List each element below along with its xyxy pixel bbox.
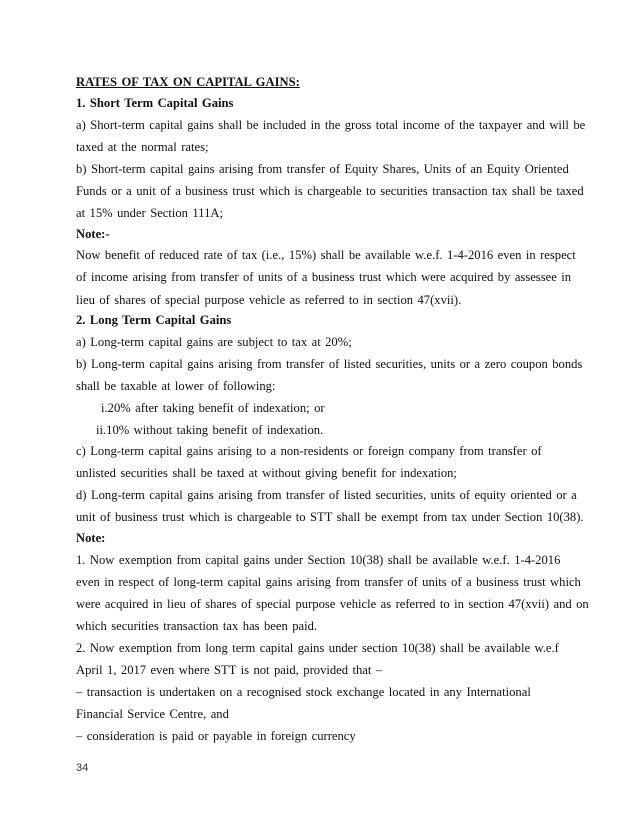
note-title: Note: [76, 531, 106, 545]
paragraph-line: were acquired in lieu of shares of special purpose vehicle as referred to in section 47(xvii) and on [76, 597, 589, 611]
paragraph-line: shall be taxable at lower of following: [76, 379, 276, 393]
paragraph-line: unit of business trust which is chargeable to STT shall be exempt from tax under Section 10(38). [76, 510, 584, 524]
paragraph-line: of income arising from transfer of units of a business trust which were acquired by assessee in [76, 270, 572, 284]
paragraph-line: d) Long-term capital gains arising from transfer of listed securities, units of equity oriented or a [76, 488, 577, 502]
document-heading: RATES OF TAX ON CAPITAL GAINS: [76, 75, 300, 89]
paragraph-line: Now benefit of reduced rate of tax (i.e., 15%) shall be available w.e.f. 1-4-2016 even in respect [76, 248, 576, 262]
paragraph-line: lieu of shares of special purpose vehicle as referred to in section 47(xvii). [76, 293, 462, 307]
list-item: ii.10% without taking benefit of indexation. [96, 423, 324, 437]
paragraph-line: 2. Now exemption from long term capital gains under section 10(38) shall be available w.e.f [76, 641, 559, 655]
paragraph-line: unlisted securities shall be taxed at without giving benefit for indexation; [76, 466, 457, 480]
paragraph-line: – consideration is paid or payable in foreign currency [76, 729, 356, 743]
paragraph-line: c) Long-term capital gains arising to a non-residents or foreign company from transfer of [76, 444, 542, 458]
page-number: 34 [76, 762, 89, 774]
paragraph-line: b) Short-term capital gains arising from transfer of Equity Shares, Units of an Equity Oriented [76, 162, 569, 176]
paragraph-line: Funds or a unit of a business trust which is chargeable to securities transaction tax shall be taxed [76, 184, 584, 198]
paragraph-line: taxed at the normal rates; [76, 140, 209, 154]
paragraph-line: a) Long-term capital gains are subject to tax at 20%; [76, 335, 352, 349]
paragraph-line: b) Long-term capital gains arising from transfer of listed securities, units or a zero coupon bonds [76, 357, 583, 371]
paragraph-line: April 1, 2017 even where STT is not paid, provided that – [76, 663, 383, 677]
paragraph-line: – transaction is undertaken on a recognised stock exchange located in any International [76, 685, 531, 699]
section-title-long-term: 2. Long Term Capital Gains [76, 313, 232, 327]
section-title-short-term: 1. Short Term Capital Gains [76, 96, 234, 110]
list-item: i.20% after taking benefit of indexation; or [101, 401, 325, 415]
paragraph-line: 1. Now exemption from capital gains under Section 10(38) shall be available w.e.f. 1-4-2016 [76, 553, 561, 567]
paragraph-line: even in respect of long-term capital gains arising from transfer of units of a business trust which [76, 575, 581, 589]
note-title: Note:- [76, 227, 110, 241]
paragraph-line: at 15% under Section 111A; [76, 206, 223, 220]
paragraph-line: Financial Service Centre, and [76, 707, 229, 721]
paragraph-line: which securities transaction tax has been paid. [76, 619, 318, 633]
paragraph-line: a) Short-term capital gains shall be included in the gross total income of the taxpayer and will be [76, 118, 586, 132]
